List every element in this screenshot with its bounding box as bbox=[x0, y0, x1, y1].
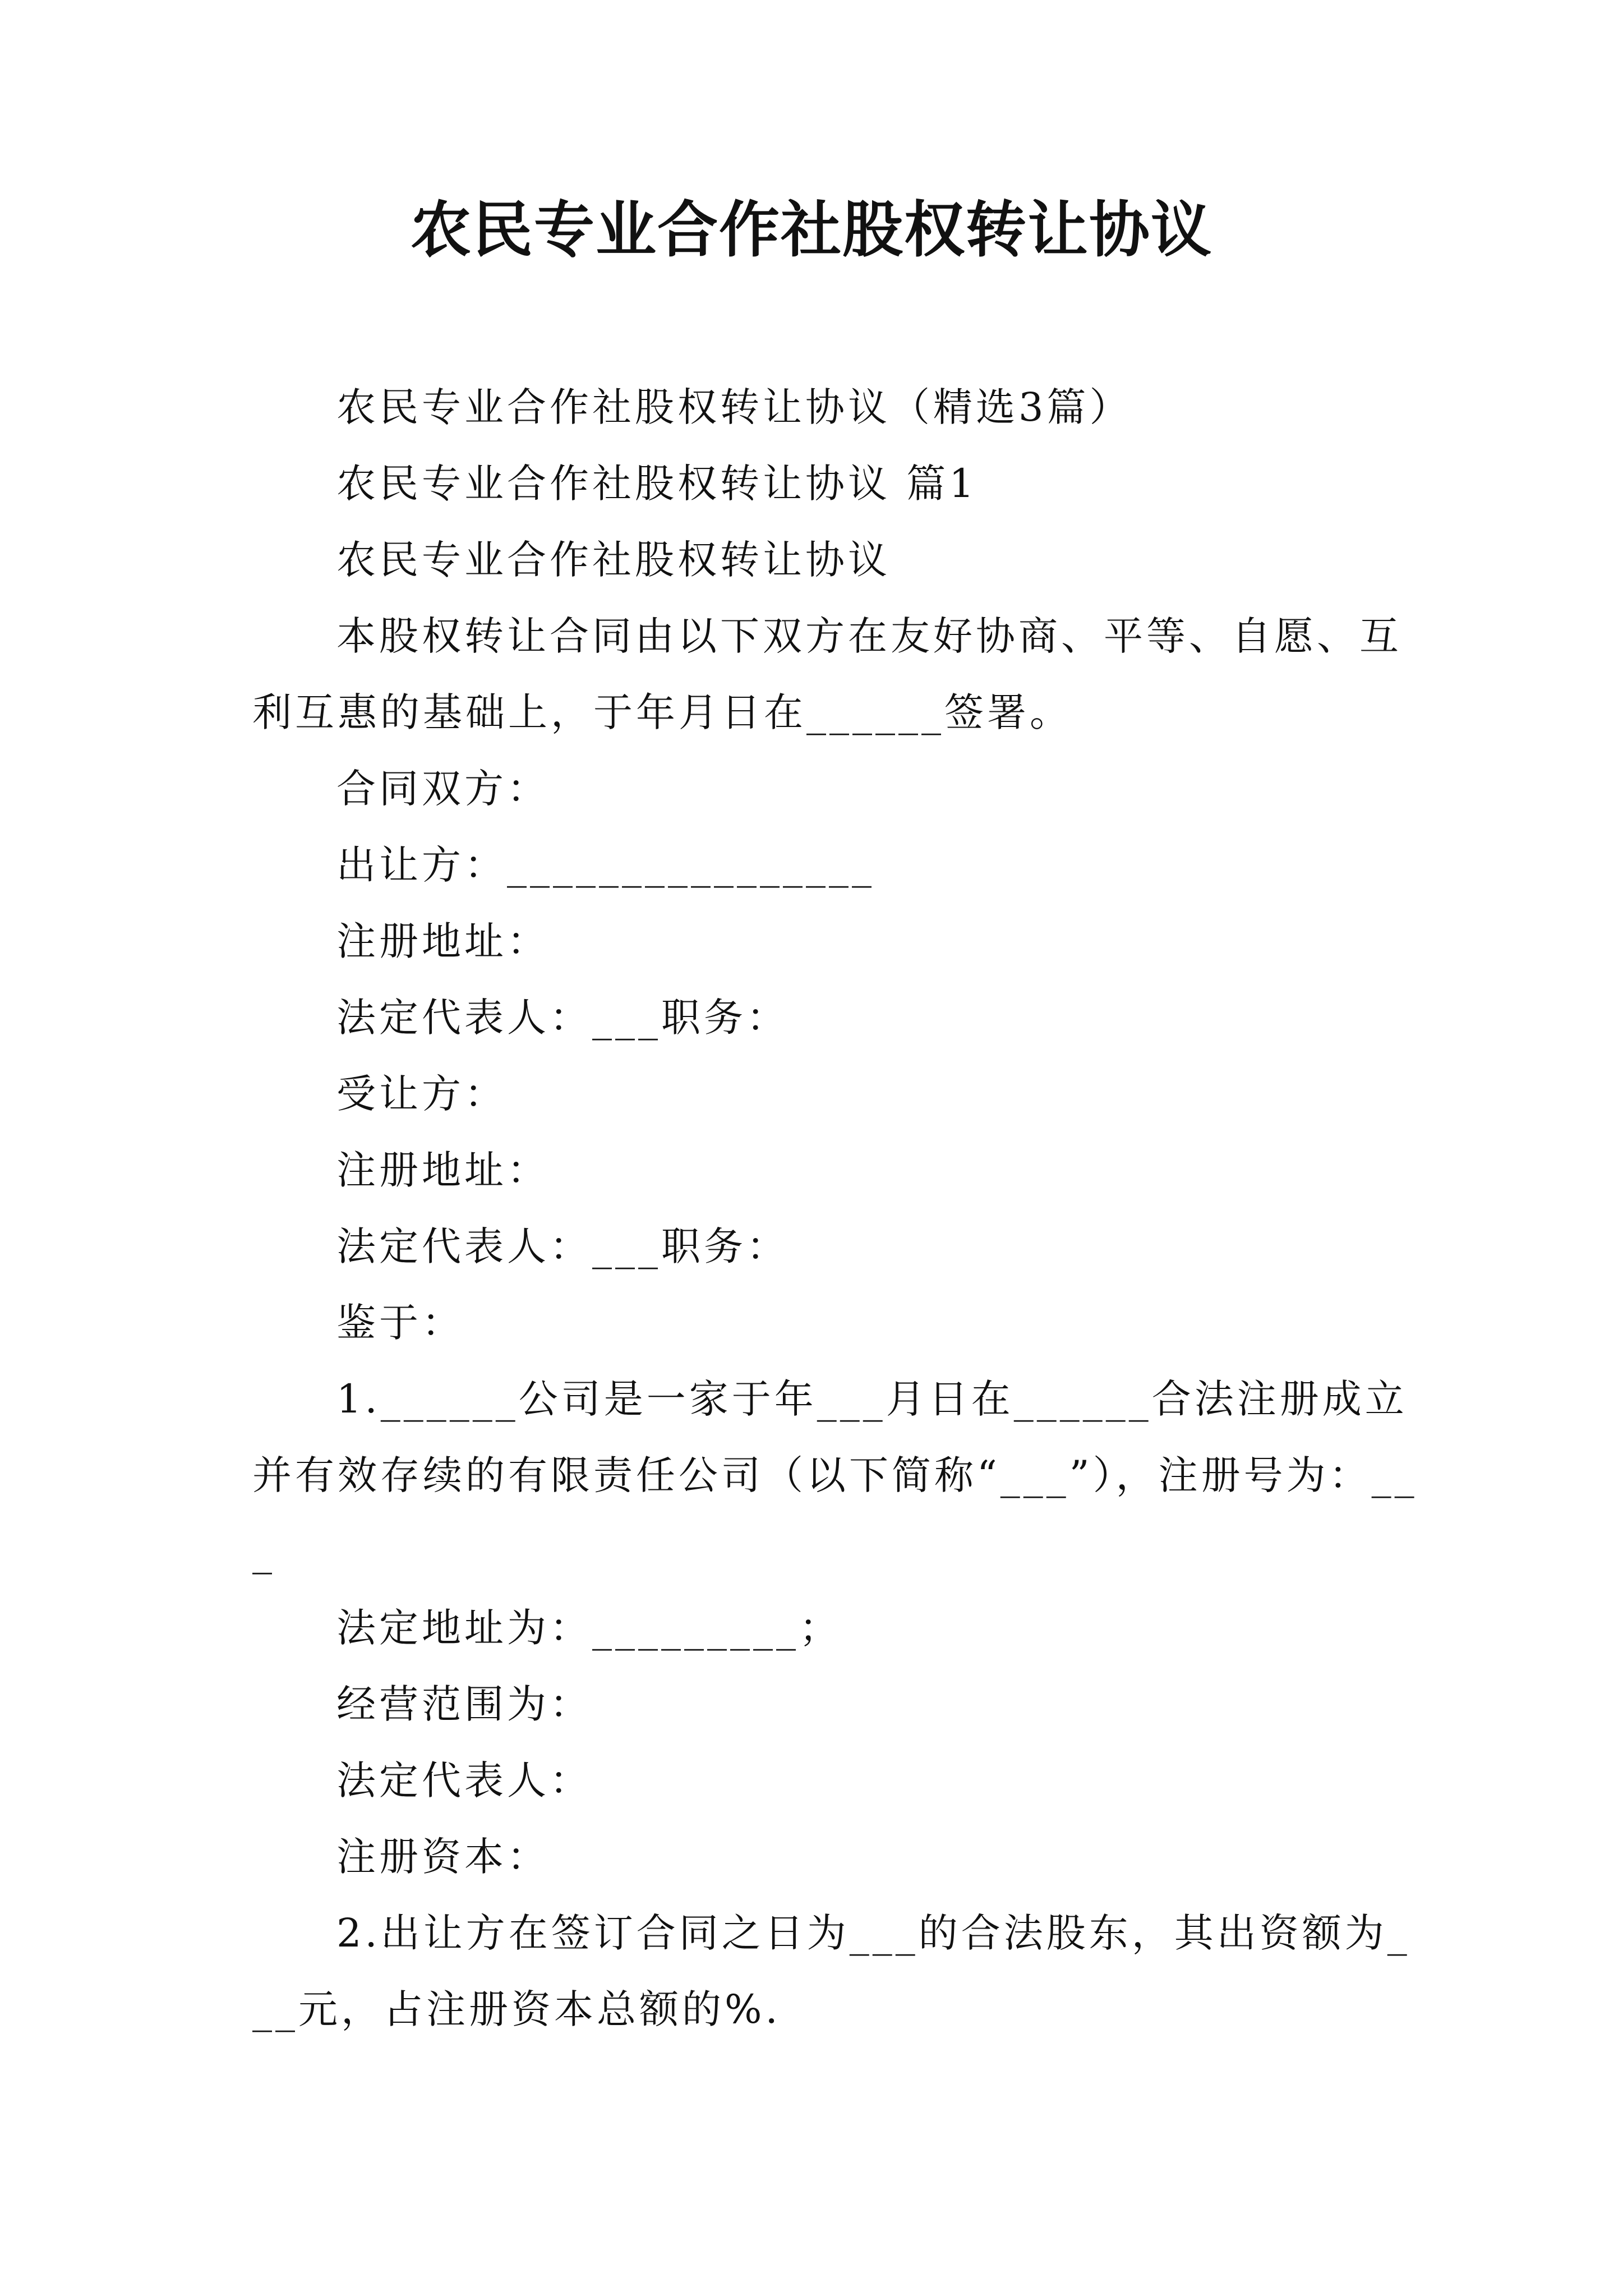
paragraph-subtitle: 农民专业合作社股权转让协议（精选3篇） bbox=[336, 384, 1132, 430]
paragraph-registered-capital: 注册资本： bbox=[336, 1834, 550, 1880]
paragraph-parties: 合同双方： bbox=[336, 766, 550, 812]
paragraph-legal-address: 法定地址为：_________； bbox=[336, 1605, 842, 1651]
paragraph-clause-2: 2.出让方在签订合同之日为___的合法股东，其出资额为___元，占注册资本总额的%. bbox=[252, 1910, 1410, 2032]
paragraph-whereas: 鉴于： bbox=[336, 1300, 464, 1346]
paragraph-business-scope: 经营范围为： bbox=[336, 1681, 592, 1727]
paragraph-section-heading: 农民专业合作社股权转让协议 篇1 bbox=[336, 461, 978, 507]
paragraph-transferee-representative: 法定代表人：___职务： bbox=[336, 1223, 789, 1269]
paragraph-transferee: 受让方： bbox=[336, 1071, 507, 1117]
paragraph-transferor-representative: 法定代表人：___职务： bbox=[336, 995, 789, 1041]
paragraph-clause-1: 1.______公司是一家于年___月日在______合法注册成立并有效存续的有限责任公司（以下简称“___”），注册号为：___ bbox=[252, 1376, 1418, 1575]
paragraph-company-representative: 法定代表人： bbox=[336, 1757, 592, 1803]
paragraph-transferor-address: 注册地址： bbox=[336, 918, 550, 964]
paragraph-transferee-address: 注册地址： bbox=[336, 1147, 550, 1193]
paragraph-agreement-name: 农民专业合作社股权转让协议 bbox=[336, 537, 891, 583]
paragraph-intro: 本股权转让合同由以下双方在友好协商、平等、自愿、互利互惠的基础上，于年月日在______签署。 bbox=[252, 613, 1402, 735]
document-body bbox=[252, 369, 1419, 2047]
document-title: 农民专业合作社股权转让协议 bbox=[410, 195, 1212, 265]
paragraph-transferor: 出让方：________________ bbox=[336, 842, 875, 888]
